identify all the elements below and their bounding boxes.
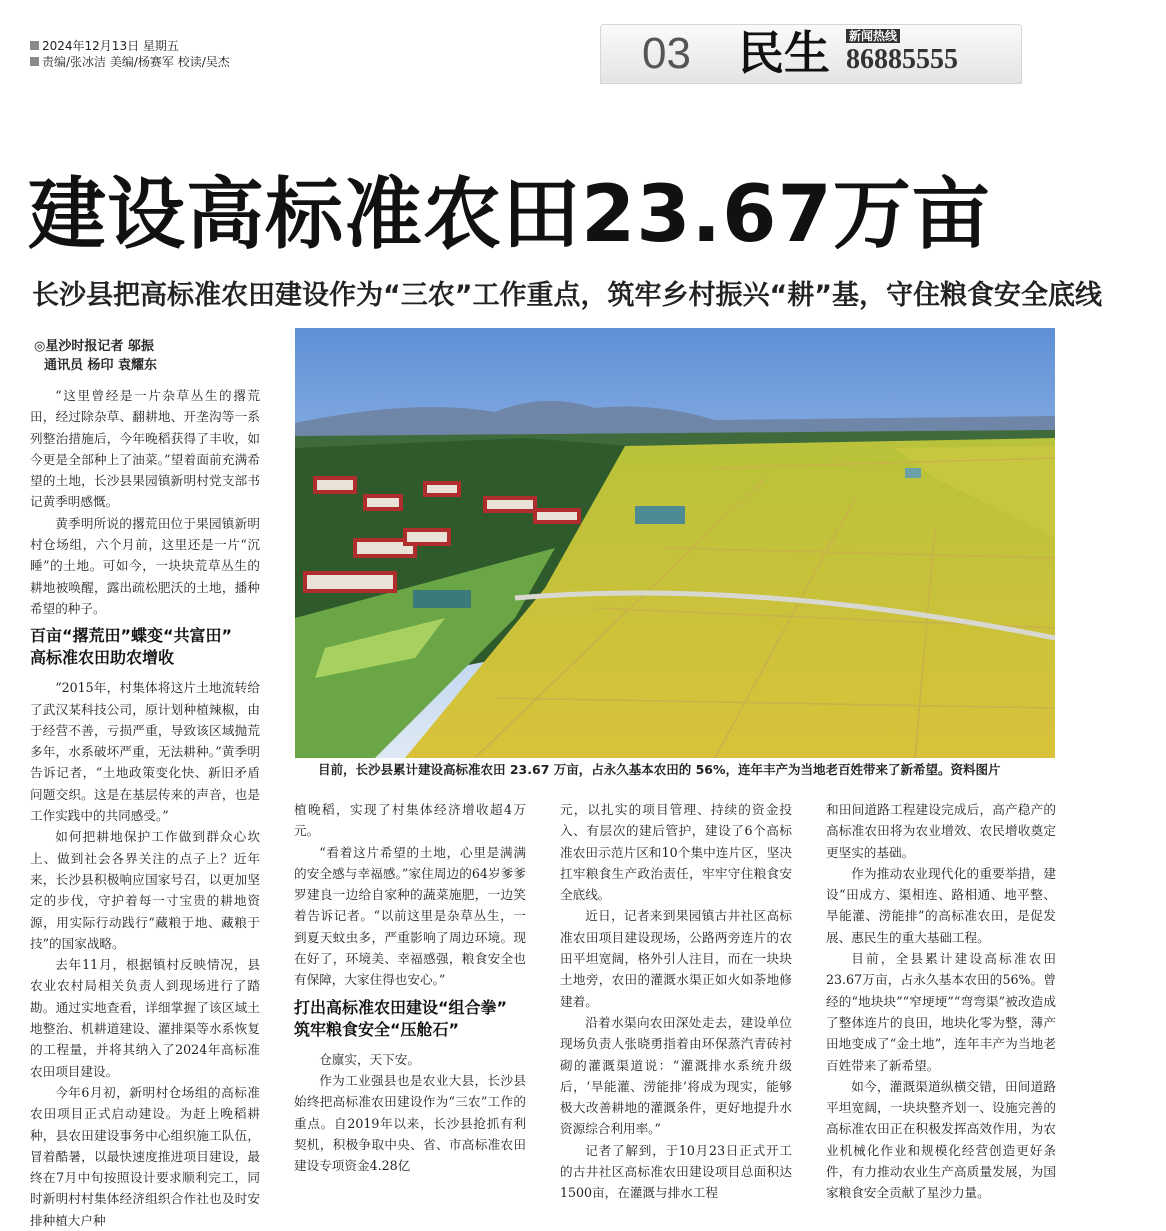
- farmland-aerial-photo: [295, 328, 1055, 758]
- date-line: [30, 38, 230, 54]
- paragraph: 沿着水渠向农田深处走去，建设单位现场负责人张晓勇指着由环保蒸汽青砖衬砌的灌溉渠道说：“灌溉排水系统升级后，‘旱能灌、涝能排’将成为现实，能够极大改善耕地的灌溉条件，更好地提升水资源综合利用率。”: [560, 1014, 792, 1137]
- article-column-2: [294, 799, 526, 1176]
- paragraph: 今年6月初，新明村仓场组的高标准农田项目正式启动建设。为赶上晚稻耕种，县农田建设事务中心组织施工队伍，冒着酷暑，以最快速度推进项目建设，最终在7月中旬按照设计要求顺利完工，同时新明村村集体经济组织合作社也及时安排种植大户种: [30, 1084, 260, 1228]
- section-heading-line-1: 百亩“撂荒田”蝶变“共富田”: [30, 626, 233, 646]
- paragraph: 仓廪实，天下安。: [319, 1051, 420, 1067]
- article-column-3: [560, 799, 792, 1204]
- byline-reporter: ◎星沙时报记者 邬振: [34, 339, 154, 354]
- paragraph: 记者了解到，于10月23日正式开工的古井社区高标准农田建设项目总面积达1500亩，在灌溉与排水工程: [560, 1142, 792, 1201]
- editors-line: [30, 54, 230, 70]
- paragraph: 如今，灌溉渠道纵横交错，田间道路平坦宽阔，一块块整齐划一、设施完善的高标准农田正在积极发挥高效作用，为农业机械化作业和规模化经营创造更好条件，有力推动农业生产高质量发展，为国家粮食安全贡献了星沙力量。: [826, 1078, 1056, 1201]
- headline: 建设高标准农田23.67万亩: [28, 170, 991, 260]
- hotline-number: 86885555: [846, 44, 958, 75]
- hotline-label: 新闻热线: [846, 29, 900, 43]
- paragraph: 黄季明所说的撂荒田位于果园镇新明村仓场组，六个月前，这里还是一片“沉睡”的土地。可如今，一块块荒草丛生的耕地被唤醒，露出疏松肥沃的土地，播种希望的种子。: [30, 515, 260, 616]
- article-column-4: [826, 799, 1056, 1204]
- section-heading-line-2: 高标准农田助农增收: [30, 648, 175, 668]
- paragraph: 和田间道路工程建设完成后，高产稳产的高标准农田将为农业增效、农民增收奠定更坚实的基础。: [826, 802, 1056, 860]
- article-column-1: [30, 385, 260, 1231]
- paragraph: 作为工业强县也是农业大县，长沙县始终把高标准农田建设作为“三农”工作的重点。自2019年以来，长沙县抢抓有利契机，积极争取中央、省、市高标准农田建设专项资金4.28亿: [294, 1072, 526, 1174]
- section-name: 民生: [738, 26, 830, 80]
- section-heading: [30, 625, 260, 669]
- editors-text: 责编/张冰洁 美编/杨赛军 校读/吴杰: [42, 55, 230, 69]
- paragraph: “2015年，村集体将这片土地流转给了武汉某科技公司，原计划种植辣椒，由于经营不善，亏损严重，导致该区域抛荒多年，水系破坏严重，无法耕种。”黄季明告诉记者，“土地政策变化快、新旧矛盾问题交织。这是在基层传来的声音，也是工作实践中的共同感受。”: [30, 680, 260, 824]
- paragraph: 元，以扎实的项目管理、持续的资金投入、有层次的建后管护，建设了6个高标准农田示范片区和10个集中连片区，坚决扛牢粮食生产政治责任，牢牢守住粮食安全底线。: [560, 802, 792, 903]
- date-text: 2024年12月13日 星期五: [42, 39, 179, 53]
- section-heading: [294, 997, 526, 1041]
- bullet-square-icon: [30, 41, 39, 50]
- masthead-meta: [30, 38, 230, 70]
- paragraph: 目前，全县累计建设高标准农田23.67万亩，占永久基本农田的56%。曾经的“地块块”“窄埂埂”“弯弯渠”被改造成了整体连片的良田，地块化零为整，薄产田地变成了“金土地”，连年丰产为当地老百姓带来了新希望。: [826, 951, 1056, 1073]
- paragraph: 去年11月，根据镇村反映情况，县农业农村局相关负责人到现场进行了踏勘。通过实地查看，详细掌握了该区域土地整治、机耕道建设、灌排渠等水系恢复的工程量，并将其纳入了2024年高标准农田项目建设。: [30, 957, 260, 1079]
- section-heading-line-1: 打出高标准农田建设“组合拳”: [294, 997, 508, 1017]
- bullet-square-icon: [30, 57, 39, 66]
- paragraph: 植晚稻，实现了村集体经济增收超4万元。: [294, 802, 526, 839]
- paragraph: “这里曾经是一片杂草丛生的撂荒田，经过除杂草、翻耕地、开垄沟等一系列整治措施后，今年晚稻获得了丰收，如今更是全部种上了油菜。”望着面前充满希望的土地，长沙县果园镇新明村党支部书记黄季明感慨。: [30, 388, 260, 510]
- paragraph: “看着这片希望的土地，心里是满满的安全感与幸福感。”家住周边的64岁爹爹罗建良一边给自家种的蔬菜施肥，一边笑着告诉记者。“以前这里是杂草丛生，一到夏天蚊虫多，严重影响了周边环境。现在好了，环境美、幸福感强，粮食安全也有保障，大家住得也安心。”: [294, 844, 526, 988]
- section-heading-line-2: 筑牢粮食安全“压舱石”: [294, 1019, 460, 1039]
- paragraph: 近日，记者来到果园镇古井社区高标准农田项目建设现场，公路两旁连片的农田平坦宽阔，格外引人注目，而在一块块土地旁，农田的灌溉水渠正如火如荼地修建着。: [560, 908, 792, 1009]
- photo-caption: 目前，长沙县累计建设高标准农田 23.67 万亩，占永久基本农田的 56%，连年丰产为当地老百姓带来了新希望。资料图片: [318, 762, 1001, 777]
- byline: [34, 337, 157, 375]
- subheadline: 长沙县把高标准农田建设作为“三农”工作重点，筑牢乡村振兴“耕”基，守住粮食安全底线: [32, 280, 1102, 311]
- paragraph: 如何把耕地保护工作做到群众心坎上、做到社会各界关注的点子上？近年来，长沙县积极响应国家号召，以更加坚定的步伐，守护着每一寸宝贵的耕地资源，用实际行动践行“藏粮于地、藏粮于技”的国家战略。: [30, 829, 260, 951]
- page-number: 03: [642, 29, 691, 78]
- byline-correspondents: 通讯员 杨印 袁耀东: [44, 358, 158, 373]
- paragraph: 作为推动农业现代化的重要举措，建设“田成方、渠相连、路相通、地平整、旱能灌、涝能排”的高标准农田，是促发展、惠民生的重大基础工程。: [826, 865, 1056, 945]
